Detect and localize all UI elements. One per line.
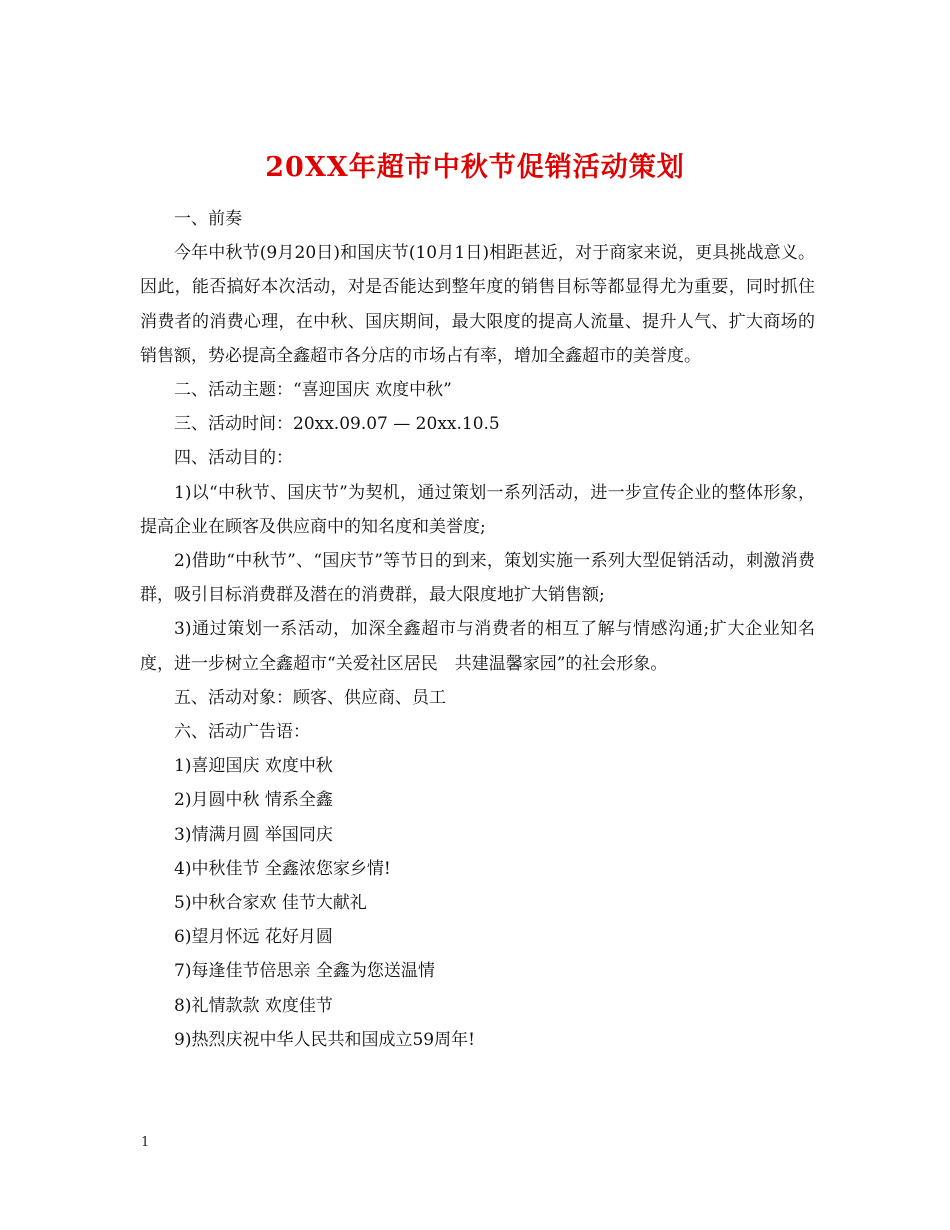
document-body bbox=[140, 202, 815, 1057]
slogan-item: 6)望月怀远 花好月圆 bbox=[174, 927, 333, 948]
section-heading-time: 三、活动时间：20xx.09.07 — 20xx.10.5 bbox=[174, 414, 500, 435]
section-heading-purpose: 四、活动目的： bbox=[174, 448, 293, 469]
section-heading-audience: 五、活动对象：顾客、供应商、员工 bbox=[174, 687, 446, 708]
slogan-item: 2)月圆中秋 情系全鑫 bbox=[174, 790, 333, 811]
section-heading-theme: 二、活动主题：“喜迎国庆 欢度中秋” bbox=[174, 380, 452, 401]
purpose-item-3: 3)通过策划一系活动，加深全鑫超市与消费者的相互了解与情感沟通;扩大企业知名度，进一步树立全鑫超市“关爱社区居民 共建温馨家园”的社会形象。 bbox=[140, 619, 815, 674]
slogan-item: 5)中秋合家欢 佳节大献礼 bbox=[174, 893, 367, 914]
purpose-item-1: 1)以“中秋节、国庆节”为契机，通过策划一系列活动，进一步宣传企业的整体形象，提高企业在顾客及供应商中的知名度和美誉度; bbox=[140, 482, 815, 537]
slogan-item: 4)中秋佳节 全鑫浓您家乡情! bbox=[174, 858, 391, 879]
purpose-item-2: 2)借助“中秋节”、“国庆节”等节日的到来，策划实施一系列大型促销活动，刺激消费群，吸引目标消费群及潜在的消费群，最大限度地扩大销售额; bbox=[140, 551, 815, 606]
slogan-item: 9)热烈庆祝中华人民共和国成立59周年! bbox=[174, 1029, 475, 1050]
document-title: 20XX年超市中秋节促销活动策划 bbox=[265, 152, 685, 184]
slogan-item: 1)喜迎国庆 欢度中秋 bbox=[174, 756, 333, 777]
prelude-paragraph: 今年中秋节(9月20日)和国庆节(10月1日)相距甚近，对于商家来说，更具挑战意义。因此，能否搞好本次活动，对是否能达到整年度的销售目标等都显得尤为重要，同时抓住消费者的消费心理，在中秋、国庆期间，最大限度的提高人流量、提升人气、扩大商场的销售额，势必提高全鑫超市各分店的市场占有率，增加全鑫超市的美誉度。 bbox=[140, 243, 815, 366]
section-heading-prelude: 一、前奏 bbox=[174, 209, 242, 229]
slogan-item: 3)情满月圆 举国同庆 bbox=[174, 824, 333, 845]
slogan-item: 7)每逢佳节倍思亲 全鑫为您送温情 bbox=[174, 961, 435, 982]
page-number: 1 bbox=[141, 1135, 150, 1150]
section-heading-slogans: 六、活动广告语： bbox=[174, 722, 310, 743]
slogan-item: 8)礼情款款 欢度佳节 bbox=[174, 995, 333, 1016]
